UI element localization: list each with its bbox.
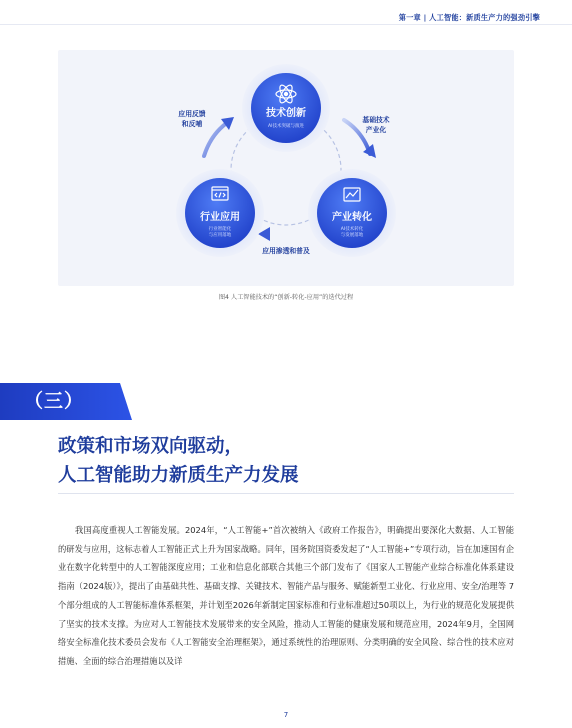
industry-node-sub-2: 与发展落地 bbox=[340, 233, 364, 238]
section-number: （三） bbox=[23, 390, 84, 412]
penetration-label: 应用渗透和普及 bbox=[262, 247, 310, 255]
industrialize-label-1: 基础技术 bbox=[362, 116, 390, 124]
arrow-feedback bbox=[204, 122, 228, 156]
iteration-diagram bbox=[58, 50, 514, 286]
application-node-title: 行业应用 bbox=[200, 212, 240, 223]
chapter-header: 第一章 | 人工智能：新质生产力的强劲引擎 bbox=[398, 13, 540, 22]
industrialize-label-2: 产业化 bbox=[365, 126, 387, 134]
header-divider bbox=[0, 24, 572, 25]
tech-node-title: 技术创新 bbox=[266, 108, 306, 119]
industry-node-sub-1: AI技术转化 bbox=[340, 227, 364, 232]
application-node-sub-1: 行业智能化 bbox=[208, 227, 232, 232]
body-paragraph: 我国高度重视人工智能发展。2024年，“人工智能+”首次被纳入《政府工作报告》，明确提出要深化大数据、人工智能的研发与应用，这标志着人工智能正式上升为国家战略。同年，国务院国资委发起了“人工智能+”专项行动，旨在加速国有企业在数字化转型中的人工智能深度应用；工业和信息化部联合其他三个部门发布了《国家人工智能产业综合标准化体系建设指南（2024版）》，提出了由基础共性、基础支撑、关键技术、智能产品与服务、赋能新型工业化、行业应用、安全/治理等 7 个部分组成的人工智能标准体系框架，并计划至2026年新制定国家标准和行业标准超过50项以上，为行业的规范化发展提供了坚实的技术支撑。为应对人工智能技术发展带来的安全风险，推动人工智能的健康发展和规范应用，2024年9月，全国网络安全标准化技术委员会发布《人工智能安全治理框架》，通过系统性的治理原则、分类明确的安全风险、综合性的技术应对措施、全面的综合治理措施以及详 bbox=[58, 525, 514, 666]
industry-node-title: 产业转化 bbox=[332, 212, 372, 223]
feedback-label-1: 应用反馈 bbox=[178, 110, 206, 118]
section-divider bbox=[58, 493, 514, 494]
feedback-label-2: 和反哺 bbox=[181, 120, 203, 128]
diagram-canvas bbox=[58, 50, 514, 286]
section-title-line-1: 政策和市场双向驱动， bbox=[58, 436, 244, 457]
figure-caption: 图4 人工智能技术的“创新-转化-应用”的迭代过程 bbox=[218, 294, 354, 301]
page-number: 7 bbox=[283, 711, 289, 719]
section-number-banner bbox=[0, 383, 132, 420]
section-title bbox=[58, 432, 518, 490]
application-node-sub-2: 与应用落地 bbox=[208, 233, 232, 238]
section-title-line-2: 人工智能助力新质生产力发展 bbox=[58, 465, 299, 486]
tech-node-subtitle: AI技术突破与演进 bbox=[268, 124, 304, 129]
